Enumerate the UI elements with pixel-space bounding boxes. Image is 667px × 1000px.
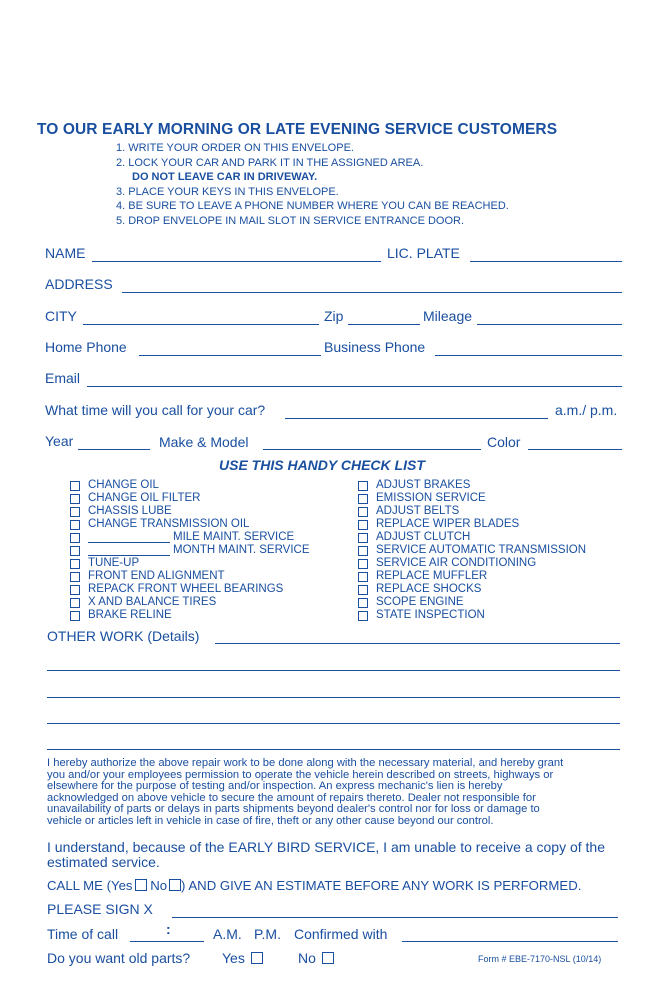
- checklist-label: ADJUST CLUTCH: [376, 531, 471, 543]
- instruction-1: 1. WRITE YOUR ORDER ON THIS ENVELOPE.: [116, 142, 354, 154]
- checkbox[interactable]: [70, 559, 80, 569]
- checklist-item[interactable]: [70, 596, 310, 609]
- pm-option[interactable]: P.M.: [254, 926, 281, 942]
- make-model-label: Make & Model: [159, 434, 249, 450]
- call-me-no-label: No: [150, 878, 168, 893]
- email-label: Email: [45, 370, 81, 386]
- page-title: TO OUR EARLY MORNING OR LATE EVENING SERVICE CUSTOMERS: [37, 121, 558, 138]
- checklist-item[interactable]: [358, 531, 586, 544]
- form-number: Form # EBE-7170-NSL (10/14): [478, 954, 602, 964]
- email-field[interactable]: [87, 386, 622, 387]
- old-parts-no-label: No: [298, 950, 316, 966]
- checklist-item[interactable]: [358, 583, 586, 596]
- checklist-label: REPLACE MUFFLER: [376, 570, 488, 582]
- checklist-left: [70, 479, 310, 622]
- checkbox[interactable]: [358, 533, 368, 543]
- instruction-2-warning: DO NOT LEAVE CAR IN DRIVEWAY.: [132, 171, 318, 184]
- checklist-item[interactable]: [358, 557, 586, 570]
- checklist-label: X AND BALANCE TIRES: [88, 596, 217, 608]
- address-label: ADDRESS: [45, 276, 113, 292]
- checklist-label: ADJUST BELTS: [376, 505, 460, 517]
- checkbox[interactable]: [358, 611, 368, 621]
- am-pm-label: a.m./ p.m.: [555, 402, 618, 418]
- lic-plate-field[interactable]: [470, 261, 622, 262]
- checkbox[interactable]: [70, 494, 80, 504]
- confirmed-with-label: Confirmed with: [294, 926, 388, 942]
- legal-line: you and/or your employees permission to operate the vehicle herein described on streets, highways or: [47, 768, 554, 781]
- checkbox[interactable]: [358, 520, 368, 530]
- confirmed-with-field[interactable]: [402, 941, 618, 942]
- checklist-item[interactable]: [358, 479, 586, 492]
- checkbox[interactable]: [70, 572, 80, 582]
- legal-line: elsewhere for the purpose of testing and/or inspection. An express mechanic's lien is hereby: [47, 780, 503, 793]
- checklist-item[interactable]: [358, 544, 586, 557]
- checklist-label: STATE INSPECTION: [376, 609, 485, 621]
- please-sign-label: PLEASE SIGN X: [47, 901, 153, 917]
- call-me-suffix: ) AND GIVE AN ESTIMATE BEFORE ANY WORK IS PERFORMED.: [181, 878, 582, 893]
- name-field[interactable]: [92, 261, 381, 262]
- checkbox[interactable]: [70, 546, 80, 556]
- other-work-line[interactable]: [47, 697, 620, 698]
- old-parts-no: [298, 950, 334, 966]
- checklist-item[interactable]: [70, 492, 310, 505]
- mileage-label: Mileage: [423, 308, 473, 324]
- checkbox[interactable]: [358, 546, 368, 556]
- checkbox[interactable]: [70, 598, 80, 608]
- checklist-item[interactable]: [70, 479, 310, 492]
- checklist-label: EMISSION SERVICE: [376, 492, 486, 504]
- city-field[interactable]: [83, 324, 319, 325]
- time-of-call-field[interactable]: [130, 941, 204, 942]
- call-me-prefix: CALL ME (: [47, 878, 111, 893]
- city-label: CITY: [45, 308, 77, 324]
- pickup-time-label: What time will you call for your car?: [45, 402, 266, 418]
- checkbox[interactable]: [358, 572, 368, 582]
- checklist-right: [358, 479, 586, 622]
- legal-line: unavailability of parts or delays in parts shipments beyond dealer's control nor for loss or damage to: [47, 803, 540, 816]
- year-label: Year: [45, 433, 74, 449]
- checklist-item[interactable]: [70, 505, 310, 518]
- checklist-item[interactable]: [358, 570, 586, 583]
- checkbox[interactable]: [358, 507, 368, 517]
- old-parts-yes-label: Yes: [222, 950, 245, 966]
- home-phone-field[interactable]: [139, 355, 321, 356]
- checkbox[interactable]: [358, 481, 368, 491]
- checklist-item[interactable]: [70, 609, 310, 622]
- color-field[interactable]: [528, 449, 622, 450]
- am-option[interactable]: A.M.: [213, 926, 242, 942]
- address-field[interactable]: [122, 292, 622, 293]
- checklist-title: USE THIS HANDY CHECK LIST: [219, 457, 425, 473]
- mileage-blank[interactable]: [88, 532, 170, 543]
- other-work-field[interactable]: [215, 643, 620, 644]
- checklist-item[interactable]: [70, 557, 310, 570]
- old-parts-label: Do you want old parts?: [47, 950, 191, 966]
- checkbox[interactable]: [70, 611, 80, 621]
- signature-field[interactable]: [172, 917, 618, 918]
- time-colon: :: [166, 921, 171, 937]
- business-phone-field[interactable]: [435, 355, 622, 356]
- checklist-label: CHANGE TRANSMISSION OIL: [88, 518, 250, 530]
- checkbox[interactable]: [70, 481, 80, 491]
- checklist-item[interactable]: [70, 531, 310, 544]
- checkbox[interactable]: [358, 598, 368, 608]
- home-phone-label: Home Phone: [45, 339, 127, 355]
- name-label: NAME: [45, 245, 86, 261]
- checkbox[interactable]: [70, 533, 80, 543]
- checklist-item[interactable]: [70, 583, 310, 596]
- checklist-label: ADJUST BRAKES: [376, 479, 471, 491]
- instructions-list: [116, 141, 509, 229]
- legal-line: acknowledged on above vehicle to secure the amount of repairs thereto. Dealer not responsible for: [47, 791, 536, 804]
- zip-label: Zip: [324, 308, 344, 324]
- checklist-item[interactable]: [358, 609, 586, 622]
- checklist-item[interactable]: [70, 518, 310, 531]
- old-parts-no-checkbox[interactable]: [322, 952, 334, 964]
- call-me-no-checkbox[interactable]: [169, 879, 181, 891]
- other-work-line[interactable]: [47, 670, 620, 671]
- checkbox[interactable]: [70, 520, 80, 530]
- mileage-field[interactable]: [477, 324, 622, 325]
- checkbox[interactable]: [358, 559, 368, 569]
- pickup-time-field[interactable]: [285, 418, 548, 419]
- instruction-3: 3. PLACE YOUR KEYS IN THIS ENVELOPE.: [116, 185, 339, 198]
- instruction-4: 4. BE SURE TO LEAVE A PHONE NUMBER WHERE YOU CAN BE REACHED.: [116, 200, 509, 213]
- other-work-line[interactable]: [47, 723, 620, 724]
- checklist-item[interactable]: [358, 596, 586, 609]
- color-label: Color: [487, 434, 521, 450]
- zip-field[interactable]: [348, 324, 420, 325]
- call-me-yes-label: Yes: [111, 878, 133, 893]
- checklist-label: REPLACE WIPER BLADES: [376, 518, 520, 530]
- checklist-item[interactable]: [70, 544, 310, 557]
- checklist-label: BRAKE RELINE: [88, 609, 172, 621]
- checklist-label: MONTH MAINT. SERVICE: [173, 544, 310, 556]
- checklist-label: SERVICE AIR CONDITIONING: [376, 557, 537, 569]
- checklist-item[interactable]: [358, 492, 586, 505]
- checklist-item[interactable]: [70, 570, 310, 583]
- legal-line: I hereby authorize the above repair work to be done along with the necessary material, and hereby grant: [47, 757, 564, 769]
- instruction-2: 2. LOCK YOUR CAR AND PARK IT IN THE ASSIGNED AREA.: [116, 156, 424, 169]
- checklist-label: CHANGE OIL: [88, 479, 159, 491]
- instruction-5: 5. DROP ENVELOPE IN MAIL SLOT IN SERVICE ENTRANCE DOOR.: [116, 214, 465, 227]
- checklist-item[interactable]: [358, 505, 586, 518]
- checklist-label: TUNE-UP: [88, 557, 140, 569]
- checklist-label: CHANGE OIL FILTER: [88, 492, 201, 504]
- lic-plate-label: LIC. PLATE: [387, 245, 460, 261]
- checklist-label: CHASSIS LUBE: [88, 505, 172, 517]
- checkbox[interactable]: [358, 585, 368, 595]
- other-work-label: OTHER WORK (Details): [47, 628, 200, 644]
- authorization-text: [47, 758, 618, 828]
- checklist-label: MILE MAINT. SERVICE: [173, 531, 295, 543]
- call-me-line: [47, 878, 581, 893]
- time-of-call-label: Time of call: [47, 926, 119, 942]
- checklist-label: REPACK FRONT WHEEL BEARINGS: [88, 583, 284, 595]
- checklist-label: SCOPE ENGINE: [376, 596, 464, 608]
- call-me-yes-checkbox[interactable]: [135, 879, 147, 891]
- checklist-label: REPLACE SHOCKS: [376, 583, 482, 595]
- understand-statement: I understand, because of the EARLY BIRD SERVICE, I am unable to receive a copy of the estimated service.: [47, 839, 605, 870]
- checklist-label: FRONT END ALIGNMENT: [88, 570, 225, 582]
- checkbox[interactable]: [358, 494, 368, 504]
- legal-line: vehicle or articles left in vehicle in case of fire, theft or any other cause beyond our control.: [47, 814, 494, 827]
- old-parts-yes: [222, 950, 263, 966]
- make-model-field[interactable]: [263, 449, 481, 450]
- month-blank[interactable]: [88, 545, 170, 556]
- checklist-label: SERVICE AUTOMATIC TRANSMISSION: [376, 544, 587, 556]
- business-phone-label: Business Phone: [324, 339, 426, 355]
- checklist-item[interactable]: [358, 518, 586, 531]
- checkbox[interactable]: [70, 585, 80, 595]
- other-work-line[interactable]: [47, 749, 620, 750]
- old-parts-yes-checkbox[interactable]: [251, 952, 263, 964]
- year-field[interactable]: [78, 449, 150, 450]
- checkbox[interactable]: [70, 507, 80, 517]
